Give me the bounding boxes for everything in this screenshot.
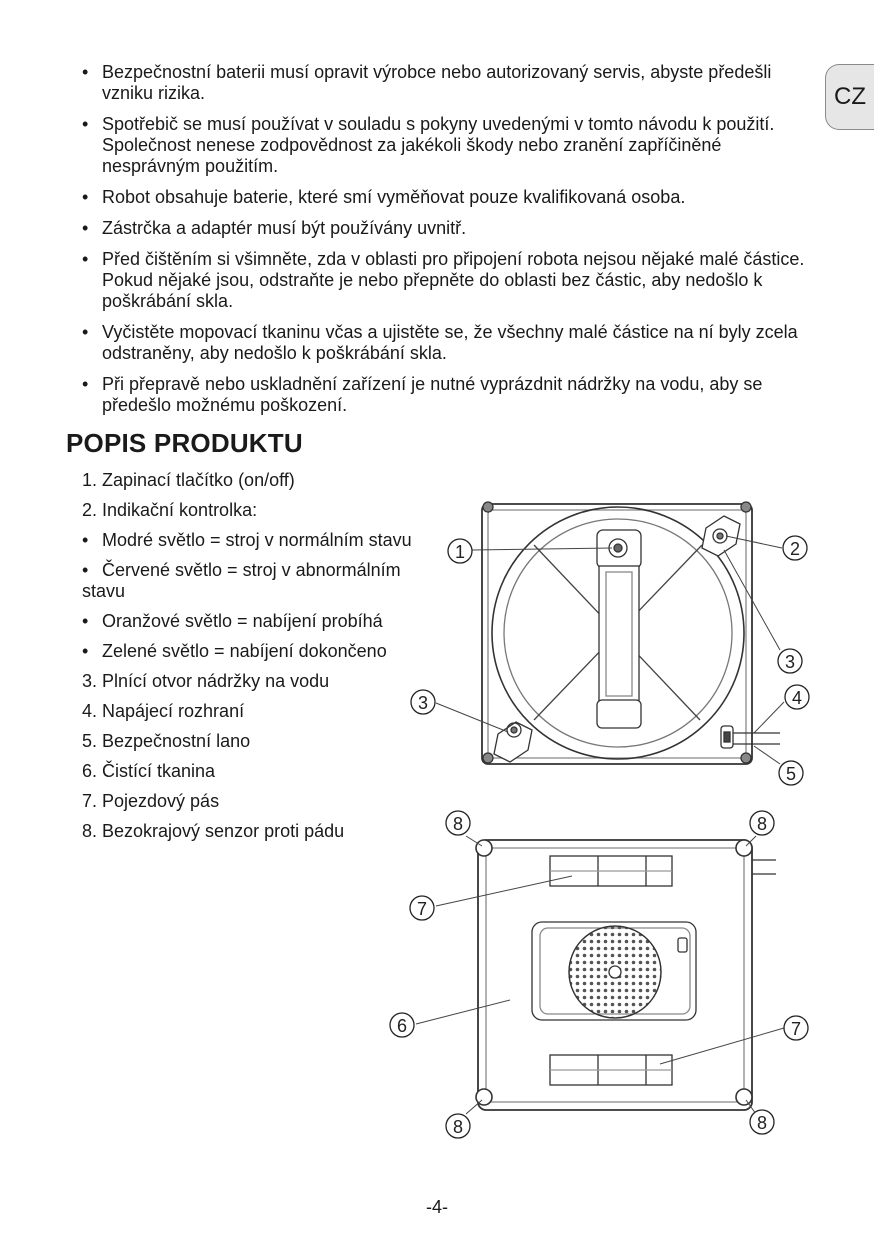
part-number: 3. xyxy=(82,671,98,691)
callout-label: 7 xyxy=(416,899,428,919)
part-label: Napájecí rozhraní xyxy=(102,701,245,721)
callout-label: 6 xyxy=(396,1016,408,1036)
callout-1 xyxy=(448,539,472,563)
part-label: Indikační kontrolka: xyxy=(102,500,258,520)
indicator-label: Zelené světlo = nabíjení dokončeno xyxy=(102,641,387,661)
safety-bullet: • Při přepravě nebo uskladnění zařízení je nutné vyprázdnit nádržky na vodu, aby se předešlo možnému poškození. xyxy=(82,374,812,416)
safety-bullet: • Před čištěním si všimněte, zda v oblasti pro připojení robota nejsou nějaké malé částice. Pokud nějaké jsou, odstraňte je nebo přepněte do oblasti bez částic, aby nedošlo k poškrábání skla. xyxy=(82,249,812,312)
part-label: Bezokrajový senzor proti pádu xyxy=(102,821,345,841)
safety-bullet: • Spotřebič se musí používat v souladu s pokyny uvedenými v tomto návodu k použití. Společnost nenese zodpovědnost za jakékoli škody nebo zranění zapříčiněné nesprávným použitím. xyxy=(82,114,812,177)
part-number: 4. xyxy=(82,701,98,721)
safety-bullet: • Zástrčka a adaptér musí být používány uvnitř. xyxy=(82,218,812,239)
safety-bullet: • Vyčistěte mopovací tkaninu včas a ujistěte se, že všechny malé částice na ní byly zcela odstraněny, aby nedošlo k poškrábání skla. xyxy=(82,322,812,364)
bullet-dot: • xyxy=(82,641,89,661)
indicator-label: Oranžové světlo = nabíjení probíhá xyxy=(102,611,383,631)
bullet-dot: • xyxy=(82,611,89,631)
callout-label: 8 xyxy=(756,1113,768,1133)
part-label: Bezpečnostní lano xyxy=(102,731,251,751)
language-tab: CZ xyxy=(825,64,874,130)
callout-label: 1 xyxy=(454,542,466,562)
safety-bullet: • Bezpečnostní baterii musí opravit výrobce nebo autorizovaný servis, abyste předešli vzniku rizika. xyxy=(82,62,812,104)
callout-label: 8 xyxy=(452,814,464,834)
part-number: 6. xyxy=(82,761,98,781)
callout-label: 8 xyxy=(756,814,768,834)
callout-8-bottom-right xyxy=(750,1110,774,1134)
callout-8-top-right xyxy=(750,811,774,835)
robot-top-view xyxy=(482,502,780,764)
callout-label: 3 xyxy=(417,693,429,713)
safety-bullet: • Robot obsahuje baterie, které smí vyměňovat pouze kvalifikovaná osoba. xyxy=(82,187,812,208)
callout-8-top-left xyxy=(446,811,470,835)
callout-2 xyxy=(783,536,807,560)
callout-3-right xyxy=(778,649,802,673)
bullet-dot: • xyxy=(82,560,89,580)
callout-5 xyxy=(779,761,803,785)
bullet-dot: • xyxy=(82,530,89,550)
part-label: Čistící tkanina xyxy=(102,761,216,781)
callout-4 xyxy=(785,685,809,709)
callout-label: 5 xyxy=(785,764,797,784)
part-number: 8. xyxy=(82,821,98,841)
callout-label: 8 xyxy=(452,1117,464,1137)
callout-6 xyxy=(390,1013,414,1037)
indicator-label: Červené světlo = stroj v abnormálním stavu xyxy=(82,560,401,601)
section-title: POPIS PRODUKTU xyxy=(66,428,303,458)
part-number: 1. xyxy=(82,470,98,490)
indicator-label: Modré světlo = stroj v normálním stavu xyxy=(102,530,412,550)
callout-7-top xyxy=(410,896,434,920)
callout-7-bottom xyxy=(784,1016,808,1040)
robot-bottom-view xyxy=(476,840,776,1110)
part-label: Plnící otvor nádržky na vodu xyxy=(102,671,330,691)
part-label: Pojezdový pás xyxy=(102,791,220,811)
callout-label: 2 xyxy=(789,539,801,559)
callout-3-left xyxy=(411,690,435,714)
part-number: 5. xyxy=(82,731,98,751)
part-label: Zapinací tlačítko (on/off) xyxy=(102,470,295,490)
part-number: 7. xyxy=(82,791,98,811)
page-number: -4- xyxy=(426,1197,448,1217)
callout-label: 4 xyxy=(791,688,803,708)
callout-label: 7 xyxy=(790,1019,802,1039)
callout-label: 3 xyxy=(784,652,796,672)
callout-8-bottom-left xyxy=(446,1114,470,1138)
part-number: 2. xyxy=(82,500,98,520)
